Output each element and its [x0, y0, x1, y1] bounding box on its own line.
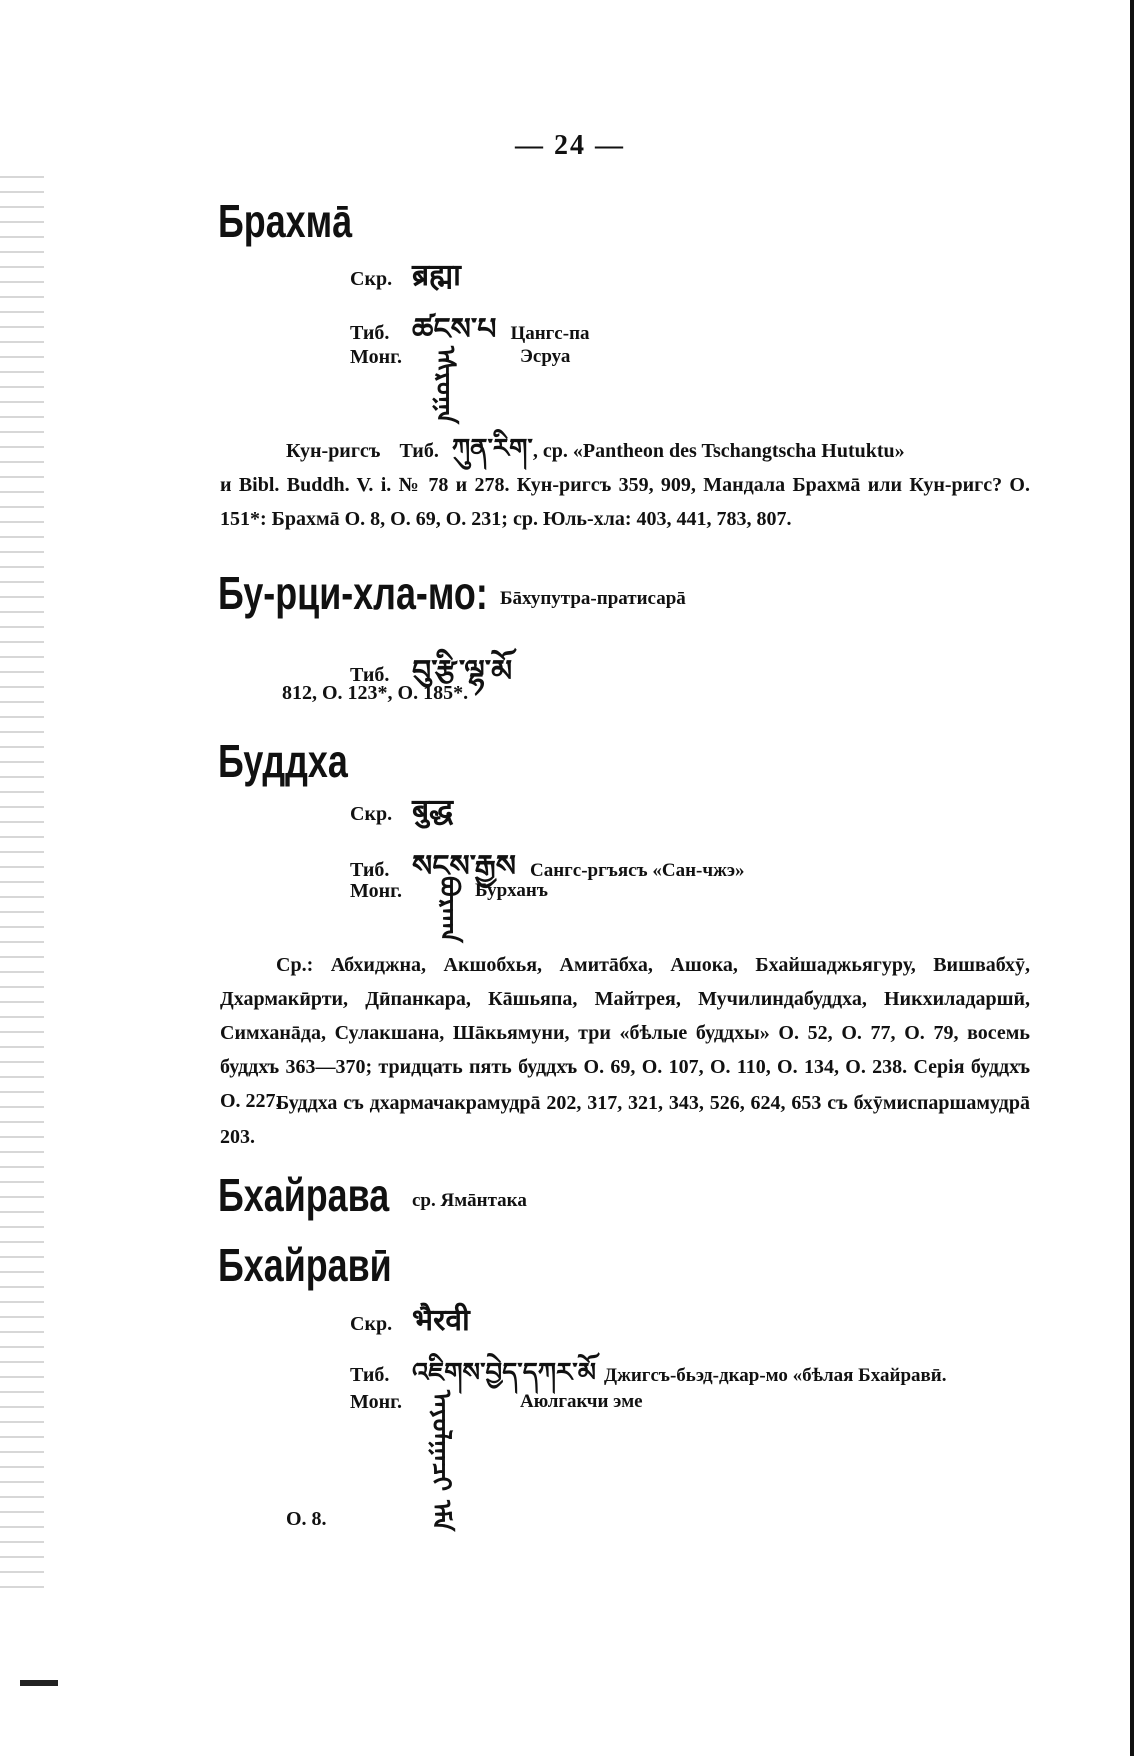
mongolian-script: ᠪᠤᠷᠬᠠᠨ	[434, 876, 464, 943]
mongolian-transliteration: Аюлгакчи эме	[520, 1391, 643, 1412]
tib-label: Тиб.	[350, 664, 390, 686]
scan-edge-line	[1130, 0, 1134, 1756]
bu-rtsi-references: 812, O. 123*, O. 185*.	[282, 682, 469, 704]
entry-title-brahma: Брахмā	[218, 195, 353, 247]
tib-label: Тиб.	[350, 1364, 390, 1386]
sanskrit-script: बुद्ध	[412, 793, 454, 828]
buddha-cross-references: Ср.: Абхиджна, Акшобхья, Амитāбха, Ашока, Бхайшаджьягуру, Вишвабхӯ, Дхармакӣрти, Дӣпанкара, Кāшьяпа, Майтрея, Мучилиндабуддха, Никхиладаршӣ, Симханāда, Сулакшана, Шāкьямуни, три «бѣлые буддхы» O. 52, O. 77, O. 79, восемь буддхъ 363—370; тридцать пять буддхъ O. 69, O. 107, O. 110, O. 134, O. 238. Серiя буддхъ O. 227.	[220, 954, 1030, 1112]
tibetan-script: འཇིགས་བྱེད་དཀར་མོ	[412, 1358, 597, 1388]
entry-title-buddha: Буддха	[218, 735, 348, 787]
buddha-mong-row	[350, 880, 548, 903]
tib-label: Тиб.	[399, 440, 439, 462]
mong-label: Монг.	[350, 880, 402, 902]
scan-mark	[20, 1680, 58, 1686]
mongolian-transliteration: Бурханъ	[475, 880, 548, 901]
tib-label: Тиб.	[350, 322, 390, 344]
entry-title-bhairavi: Бхайравӣ	[218, 1239, 392, 1291]
sanskrit-script: ब्रह्मा	[412, 258, 461, 293]
tibetan-script: ཀུན་རིག་	[451, 434, 533, 464]
buddha-skr-row	[350, 788, 467, 829]
mong-label: Монг.	[350, 346, 402, 368]
buddha-mudra-references: Буддха съ дхармачакрамудрā 202, 317, 321, 343, 526, 624, 653 съ бхӯмиспаршамудрā 203.	[220, 1092, 1030, 1148]
bhairavi-skr-row	[350, 1298, 484, 1339]
brahma-paragraph-first-line	[220, 432, 1030, 468]
tibetan-script: ཚངས་པ	[412, 312, 497, 347]
kun-rigs-text: Кун-ригсъ	[286, 440, 381, 462]
tibetan-transliteration: Джигсъ-бьэд-дкар-мо «бѣлая Бхайравӣ.	[604, 1365, 947, 1386]
entry-title-bu-rtsi: Бу-рци-хла-мо:	[218, 567, 488, 619]
page-number: — 24 —	[515, 130, 625, 161]
tibetan-script: བུ་རྩི་ལྷ་མོ	[412, 654, 513, 689]
entry-subtitle-bu-rtsi: Бāхупутра-пратисарā	[500, 588, 686, 609]
skr-label: Скр.	[350, 803, 393, 825]
skr-label: Скр.	[350, 268, 393, 290]
tibetan-transliteration: Цангс-па	[510, 323, 590, 344]
brahma-skr-row	[350, 253, 475, 294]
bhairavi-mong-row	[350, 1391, 643, 1414]
mongolian-script: ᠡᠰᠷᠦᠭᠠ	[430, 346, 460, 425]
scan-edge-shadow	[0, 170, 44, 1590]
tibetan-script: སངས་རྒྱས	[412, 849, 516, 884]
tibetan-transliteration: Сангс-ргъясъ «Сан-чжэ»	[529, 860, 745, 881]
skr-label: Скр.	[350, 1313, 393, 1335]
buddha-tib-row	[350, 833, 745, 917]
bhairavi-reference: O. 8.	[286, 1508, 327, 1530]
brahma-paragraph	[220, 432, 1030, 536]
brahma-references: и Bibl. Buddh. V. i. № 78 и 278. Кун-ригсъ 359, 909, Мандала Брахмā или Кун-ригс? O. 151*: Брахмā O. 8, O. 69, O. 231; ср. Юль-хла: 403, 441, 783, 807.	[220, 474, 1030, 530]
sanskrit-script: भैरवी	[412, 1303, 470, 1338]
mongolian-script: ᠠᠶᠤᠯᠭᠠᠴᠢ ᠡᠮᠡ	[426, 1390, 456, 1532]
tib-label: Тиб.	[350, 859, 390, 881]
mong-label: Монг.	[350, 1391, 402, 1413]
mongolian-transliteration: Эсруа	[520, 346, 571, 367]
bhairava-see-also: ср. Ямāнтака	[412, 1190, 527, 1211]
bu-rtsi-tib-row	[350, 638, 526, 722]
brahma-mong-row	[350, 346, 571, 369]
pantheon-reference: , ср. «Pantheon des Tschangtscha Hutuktu»	[532, 440, 905, 462]
entry-title-bhairava: Бхайрава	[218, 1169, 390, 1221]
